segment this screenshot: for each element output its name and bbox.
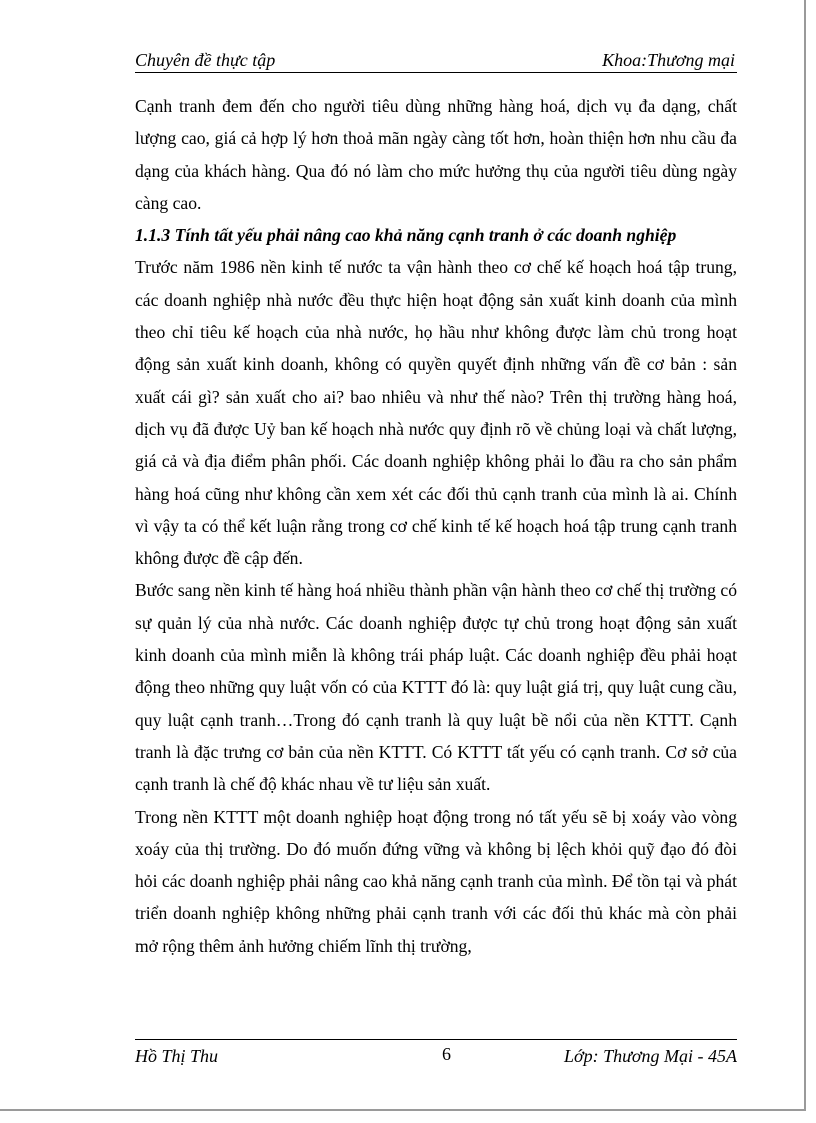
page-footer <box>135 1039 737 1070</box>
footer-author: Hồ Thị Thu <box>135 1046 219 1066</box>
body-paragraph: Bước sang nền kinh tế hàng hoá nhiều thành phần vận hành theo cơ chế thị trường có sự quản lý của nhà nước. Các doanh nghiệp được tự chủ trong hoạt động sản xuất kinh doanh của mình miễn là không trái pháp luật. Các doanh nghiệp đều phải hoạt động theo những quy luật vốn có của KTTT đó là: quy luật giá trị, quy luật cung cầu, quy luật cạnh tranh…Trong đó cạnh tranh là quy luật bề nổi của nền KTTT. Cạnh tranh là đặc trưng cơ bản của nền KTTT. Có KTTT tất yếu có cạnh tranh. Cơ sở của cạnh tranh là chế độ khác nhau về tư liệu sản xuất. <box>135 580 737 795</box>
header-faculty: Khoa:Thương mại <box>602 50 735 70</box>
body-paragraph: Trong nền KTTT một doanh nghiệp hoạt động trong nó tất yếu sẽ bị xoáy vào vòng xoáy của thị trường. Do đó muốn đứng vững và không bị lệch khỏi quỹ đạo đó đòi hỏi các doanh nghiệp phải nâng cao khả năng cạnh tranh của mình. Để tồn tại và phát triển doanh nghiệp không những phải cạnh tranh với các đối thủ khác mà còn phải mở rộng thêm ảnh hưởng chiếm lĩnh thị trường, <box>135 806 737 956</box>
footer-class: Lớp: Thương Mại - 45A <box>563 1046 737 1066</box>
page-header <box>135 48 737 73</box>
page-body <box>135 90 737 962</box>
footer-page-number: 6 <box>442 1044 451 1064</box>
body-paragraph: Trước năm 1986 nền kinh tế nước ta vận hành theo cơ chế kế hoạch hoá tập trung, các doanh nghiệp nhà nước đều thực hiện hoạt động sản xuất kinh doanh của mình theo chỉ tiêu kế hoạch của nhà nước, họ hầu như không được làm chủ trong hoạt động sản xuất kinh doanh, không có quyền quyết định những vấn đề cơ bản : sản xuất cái gì? sản xuất cho ai? bao nhiêu và như thế nào? Trên thị trường hàng hoá, dịch vụ đã được Uỷ ban kế hoạch nhà nước quy định rõ về chủng loại và chất lượng, giá cả và địa điểm phân phối. Các doanh nghiệp không phải lo đầu ra cho sản phẩm hàng hoá cũng như không cần xem xét các đối thủ cạnh tranh của mình là ai. Chính vì vậy ta có thể kết luận rằng trong cơ chế kinh tế kế hoạch hoá tập trung cạnh tranh không được đề cập đến. <box>135 257 737 569</box>
header-document-type: Chuyên đề thực tập <box>135 50 276 70</box>
body-paragraph: Cạnh tranh đem đến cho người tiêu dùng những hàng hoá, dịch vụ đa dạng, chất lượng cao, giá cả hợp lý hơn thoả mãn ngày càng tốt hơn, hoàn thiện hơn nhu cầu đa dạng của khách hàng. Qua đó nó làm cho mức hưởng thụ của người tiêu dùng ngày càng cao. <box>135 96 737 213</box>
section-heading: 1.1.3 Tính tất yếu phải nâng cao khả năng cạnh tranh ở các doanh nghiệp <box>135 225 677 246</box>
